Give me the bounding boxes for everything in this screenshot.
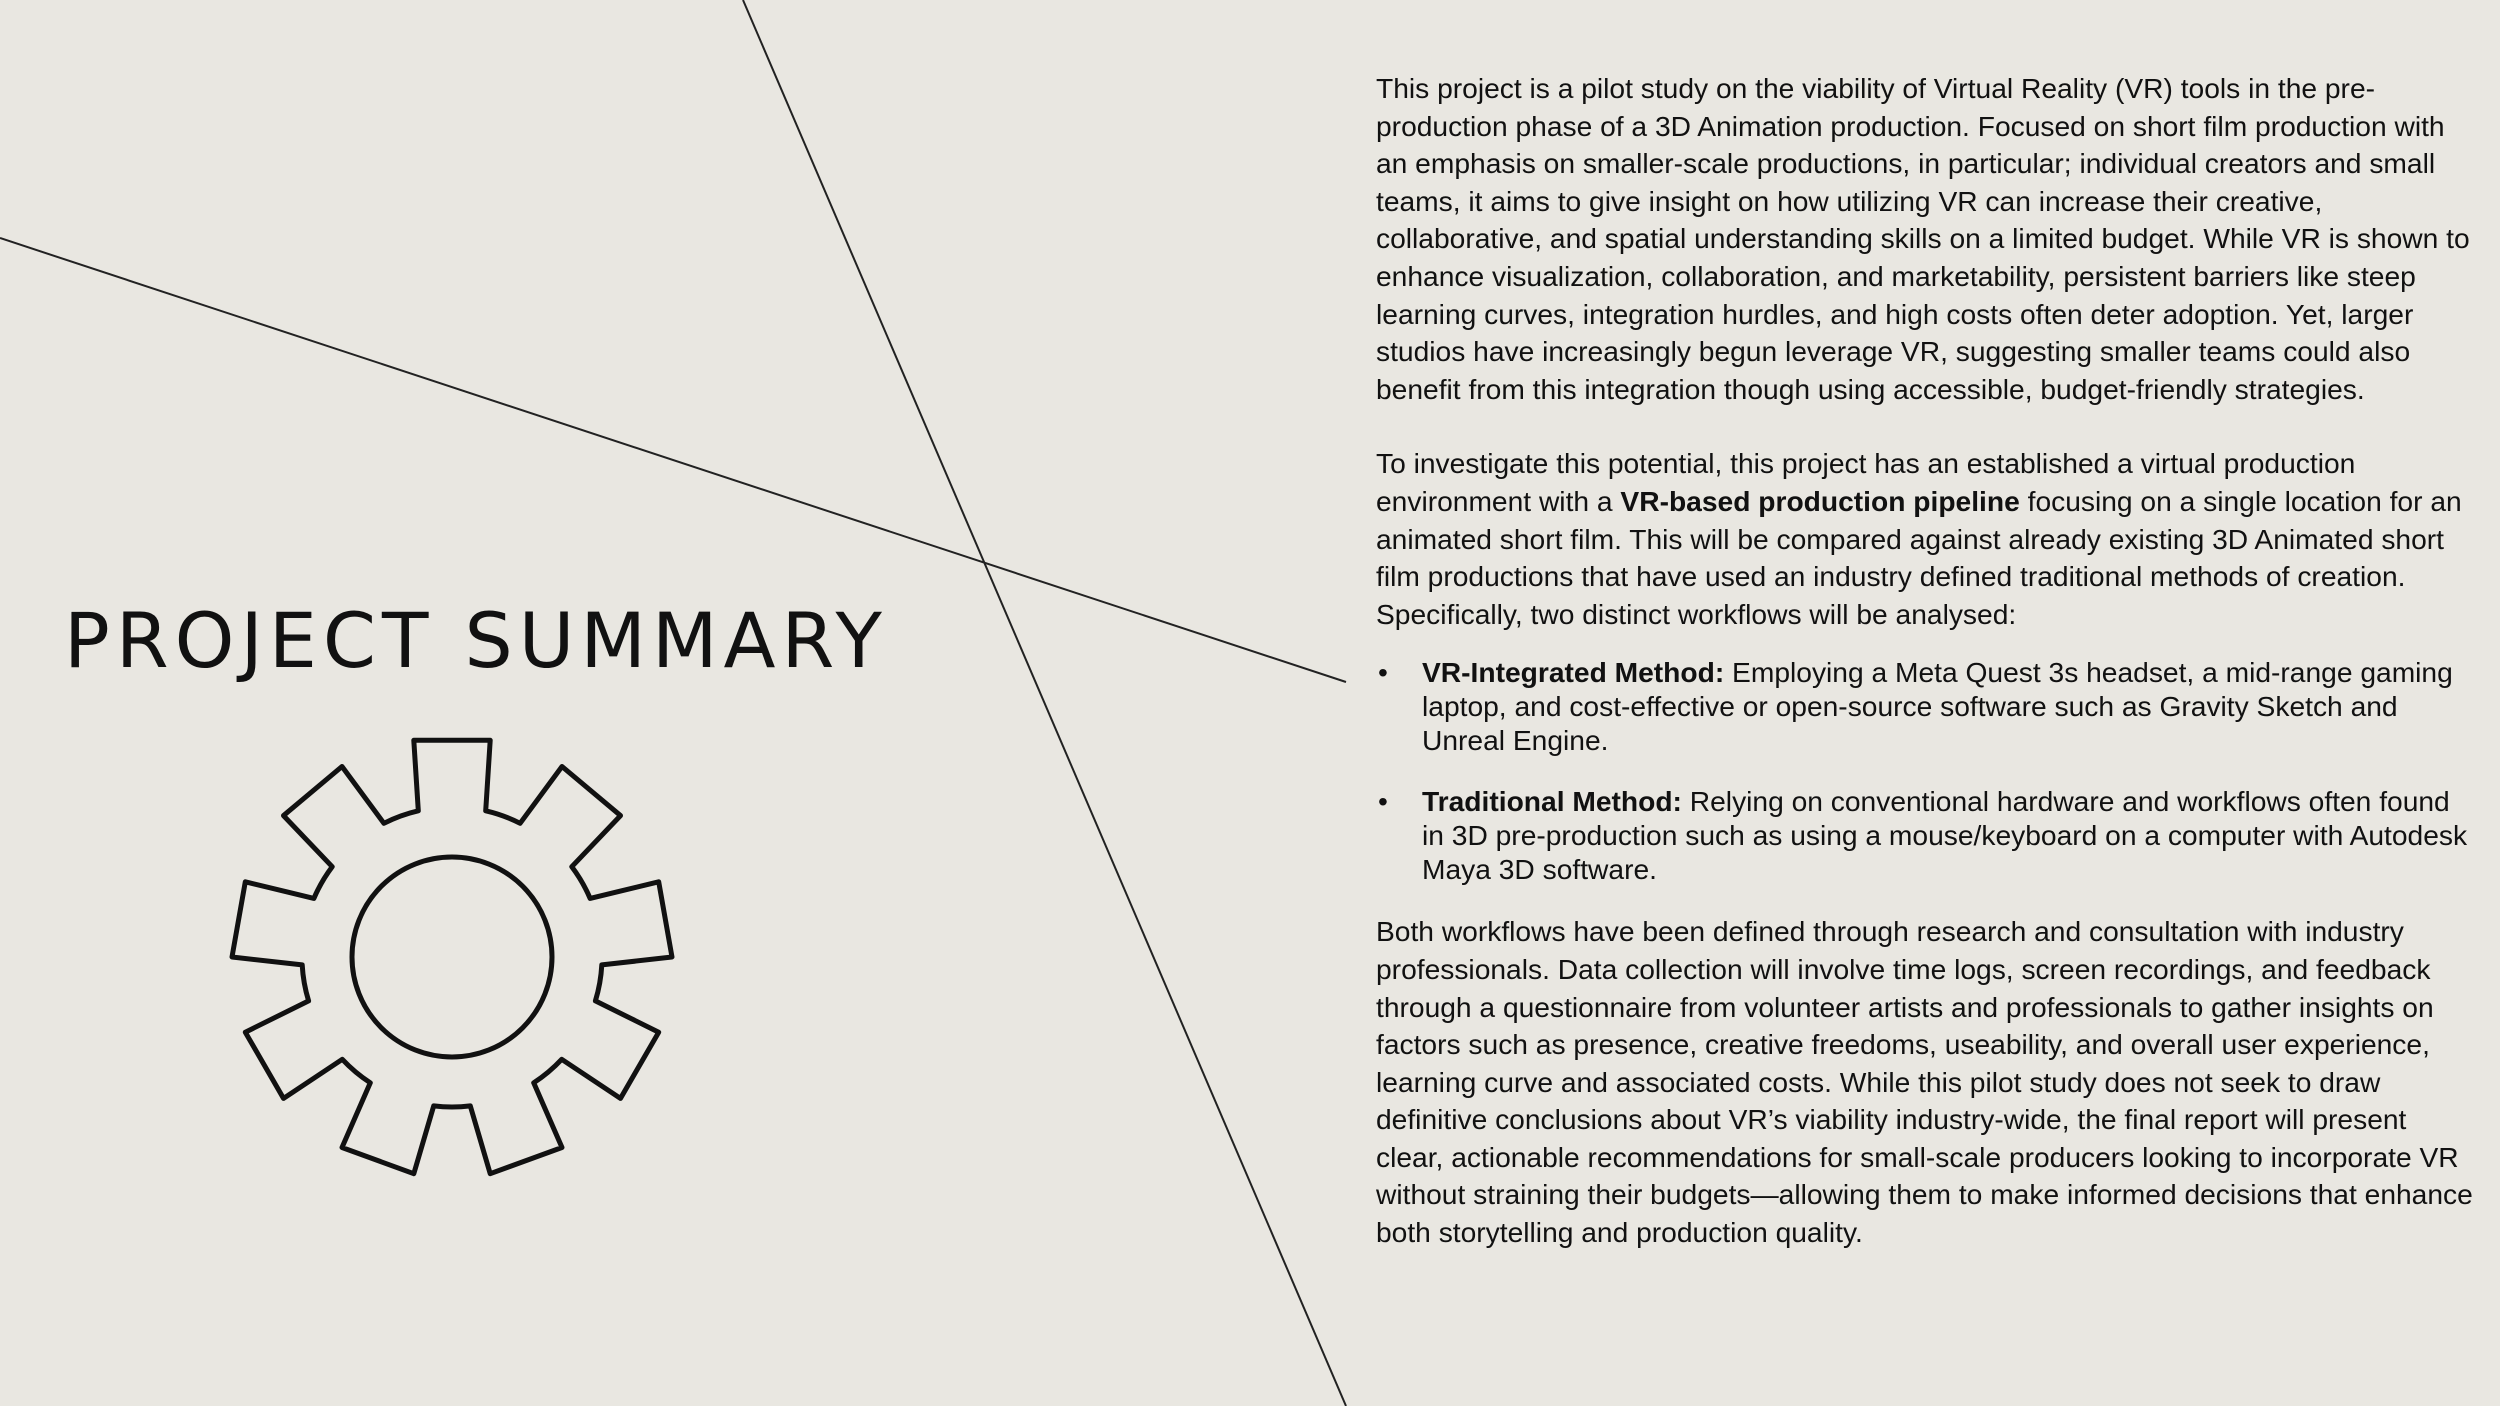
intro-paragraph: This project is a pilot study on the viability of Virtual Reality (VR) tools in the pre-production phase of a 3D Animation production. Focused on short film production with an emphasis on smaller-scale productions, in particular; individual creators and small teams, it aims to give insight on how utilizing VR can increase their creative, collaborative, and spatial understanding skills on a limited budget. While VR is shown to enhance visualization, collaboration, and marketability, persistent barriers like steep learning curves, integration hurdles, and high costs often deter adoption. Yet, larger studios have increasingly begun leverage VR, suggesting smaller teams could also benefit from this integration though using accessible, budget-friendly strategies. [1376, 72, 2470, 405]
page-title: PROJECT SUMMARY [64, 596, 888, 685]
method-paragraph [1376, 445, 2476, 633]
bullet-marker: • [1378, 785, 1388, 818]
summary-text [1376, 70, 2476, 1252]
list-item-label: Traditional Method: [1422, 785, 1682, 818]
list-item-vr-method [1376, 655, 2476, 757]
list-item-label: VR-Integrated Method: [1422, 656, 1725, 689]
diagonal-line-1 [743, 0, 1346, 1406]
conclusion-paragraph: Both workflows have been defined through research and consultation with industry professionals. Data collection will involve time logs, screen recordings, and feedback through a questionnaire from volunteer artists and professionals to gather insights on factors such as presence, creative freedoms, useability, and overall user experience, learning curve and associated costs. While this pilot study does not seek to draw definitive conclusions about VR’s viability industry-wide, the final report will present clear, actionable recommendations for small-scale producers looking to incorporate VR without straining their budgets—allowing them to make informed decisions that enhance both storytelling and production quality. [1376, 915, 2473, 1249]
gear-hub [352, 857, 552, 1057]
gear-outline [232, 740, 672, 1173]
workflow-list [1376, 655, 2476, 886]
bullet-marker: • [1378, 656, 1388, 689]
method-paragraph-start: To investigate this potential, this project has an established a virtual production environment with a [1376, 447, 2356, 517]
list-item-text: Relying on conventional hardware and workflows often found in 3D pre-production such as using a mouse/keyboard on a computer with Autodesk Maya 3D software. [1422, 785, 2468, 886]
gear-icon [225, 730, 680, 1185]
method-paragraph-end: focusing on a single location for an animated short film. This will be compared against already existing 3D Animated short film productions that have used an industry defined traditional methods of creation. Specifically, two distinct workflows will be analysed: [1376, 484, 2462, 630]
list-item-traditional-method [1376, 784, 2476, 886]
list-item-text: Employing a Meta Quest 3s headset, a mid-range gaming laptop, and cost-effective or open-source software such as Gravity Sketch and Unreal Engine. [1422, 656, 2453, 757]
pipeline-highlight: VR-based production pipeline [1620, 484, 2020, 517]
